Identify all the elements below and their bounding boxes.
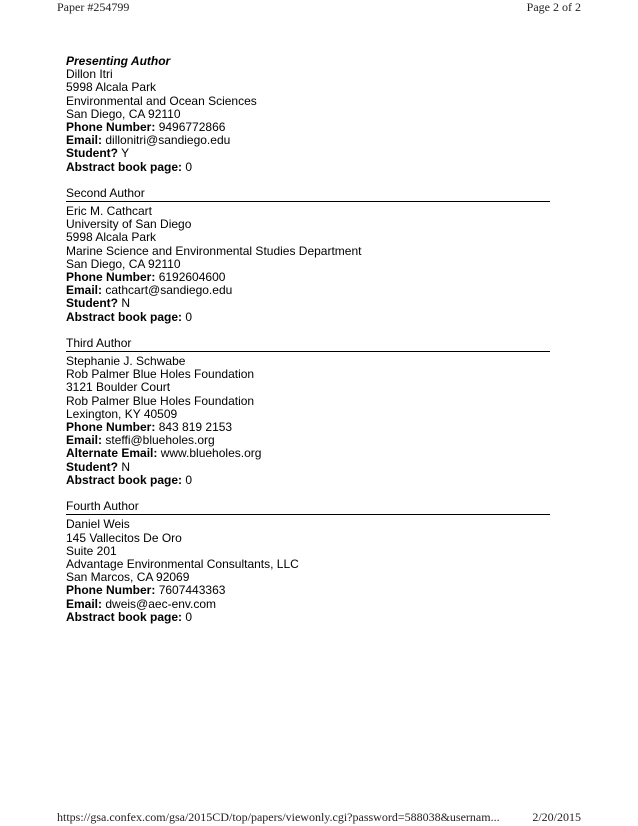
- phone-label: Phone Number:: [66, 270, 156, 285]
- abstract-page-row: [66, 311, 550, 324]
- phone-label: Phone Number:: [66, 583, 156, 598]
- fourth-author-block: [66, 518, 550, 624]
- abstract-page-value: 0: [185, 159, 193, 174]
- address-line: 5998 Alcala Park: [66, 230, 157, 245]
- phone-value: 6192604600: [158, 270, 226, 285]
- abstract-page-row: [66, 161, 550, 174]
- presenting-author-title: Presenting Author: [66, 54, 171, 68]
- abstract-page-label: Abstract book page:: [66, 609, 183, 624]
- address-line: San Marcos, CA 92069: [66, 570, 190, 585]
- author-name: Eric M. Cathcart: [66, 204, 153, 219]
- email-label: Email:: [66, 133, 103, 148]
- alternate-email-label: Alternate Email:: [66, 446, 158, 461]
- footer-url: https://gsa.confex.com/gsa/2015CD/top/papers/viewonly.cgi?password=588038&usernam...: [57, 810, 500, 824]
- email-value: dweis@aec-env.com: [105, 596, 217, 611]
- address-line: University of San Diego: [66, 217, 192, 232]
- address-line: 145 Vallecitos De Oro: [66, 530, 182, 545]
- phone-value: 7607443363: [158, 583, 226, 598]
- email-row: [66, 134, 550, 147]
- author-list: [66, 55, 550, 624]
- phone-label: Phone Number:: [66, 120, 156, 135]
- address-line: 3121 Boulder Court: [66, 380, 171, 395]
- address-line: San Diego, CA 92110: [66, 106, 181, 121]
- footer-date: 2/20/2015: [532, 810, 581, 824]
- address-line: Rob Palmer Blue Holes Foundation: [66, 367, 255, 382]
- abstract-page-value: 0: [185, 309, 193, 324]
- email-value: steffi@blueholes.org: [105, 433, 215, 448]
- author-name: Daniel Weis: [66, 517, 130, 532]
- author-name: Dillon Itri: [66, 67, 113, 82]
- alternate-email-value: www.blueholes.org: [160, 446, 262, 461]
- third-author-heading: Third Author: [66, 337, 550, 352]
- abstract-page-row: [66, 474, 550, 487]
- email-row: [66, 284, 550, 297]
- address-line: Marine Science and Environmental Studies Department: [66, 243, 362, 258]
- email-value: cathcart@sandiego.edu: [105, 283, 233, 298]
- paper-id-header: Paper #254799: [57, 0, 130, 14]
- presenting-author-block: [66, 55, 550, 174]
- address-line: Advantage Environmental Consultants, LLC: [66, 556, 299, 571]
- email-label: Email:: [66, 283, 103, 298]
- third-author-block: [66, 355, 550, 487]
- student-value: N: [121, 296, 131, 311]
- second-author-block: [66, 205, 550, 324]
- author-name: Stephanie J. Schwabe: [66, 354, 186, 369]
- student-value: N: [121, 459, 131, 474]
- abstract-page-row: [66, 611, 550, 624]
- address-line: Lexington, KY 40509: [66, 406, 178, 421]
- phone-value: 9496772866: [158, 120, 226, 135]
- student-value: Y: [121, 146, 130, 161]
- alternate-email-row: [66, 447, 550, 460]
- email-label: Email:: [66, 433, 103, 448]
- address-line: Rob Palmer Blue Holes Foundation: [66, 393, 255, 408]
- phone-value: 843 819 2153: [158, 420, 233, 435]
- address-line: Suite 201: [66, 543, 117, 558]
- second-author-heading: Second Author: [66, 187, 550, 202]
- email-value: dillonitri@sandiego.edu: [105, 133, 231, 148]
- abstract-page-value: 0: [185, 609, 193, 624]
- phone-label: Phone Number:: [66, 420, 156, 435]
- abstract-page-label: Abstract book page:: [66, 309, 183, 324]
- page-number-header: Page 2 of 2: [526, 0, 581, 14]
- student-label: Student?: [66, 459, 118, 474]
- abstract-page-value: 0: [185, 472, 193, 487]
- address-line: Environmental and Ocean Sciences: [66, 93, 257, 108]
- address-line: 5998 Alcala Park: [66, 80, 157, 95]
- abstract-page-label: Abstract book page:: [66, 159, 183, 174]
- student-label: Student?: [66, 296, 118, 311]
- student-label: Student?: [66, 146, 118, 161]
- address-line: San Diego, CA 92110: [66, 256, 181, 271]
- email-label: Email:: [66, 596, 103, 611]
- abstract-page-label: Abstract book page:: [66, 472, 183, 487]
- fourth-author-heading: Fourth Author: [66, 500, 550, 515]
